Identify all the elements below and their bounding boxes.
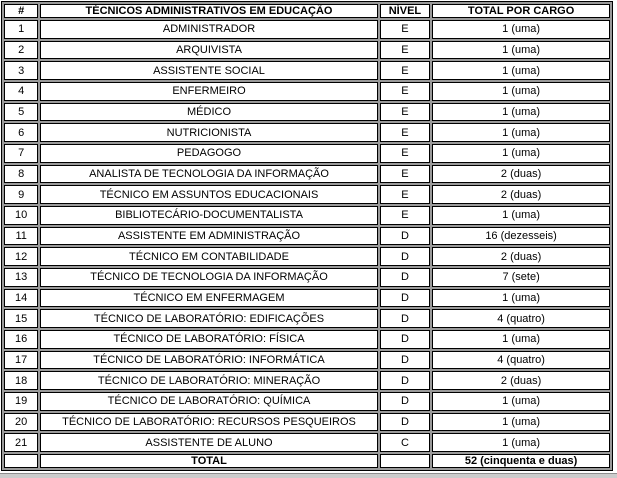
- total-cell: 1 (uma): [432, 392, 610, 411]
- total-cell: 1 (uma): [432, 41, 610, 60]
- total-number-cell: [4, 454, 38, 468]
- total-row: [4, 454, 610, 468]
- cargo-cell: ASSISTENTE SOCIAL: [40, 61, 377, 80]
- nivel-cell: E: [380, 144, 431, 163]
- cargo-cell: TÉCNICO DE LABORATÓRIO: RECURSOS PESQUEIROS: [40, 413, 377, 432]
- table-row: [4, 309, 610, 328]
- row-number-cell: 2: [4, 41, 38, 60]
- table-row: [4, 351, 610, 370]
- total-cell: 1 (uma): [432, 330, 610, 349]
- row-number-cell: 4: [4, 82, 38, 101]
- header-nivel: NÍVEL: [380, 4, 431, 18]
- nivel-cell: D: [380, 371, 431, 390]
- table-row: [4, 103, 610, 122]
- nivel-cell: E: [380, 185, 431, 204]
- total-cell: 2 (duas): [432, 185, 610, 204]
- table-row: [4, 123, 610, 142]
- cargo-cell: ANALISTA DE TECNOLOGIA DA INFORMAÇÃO: [40, 165, 377, 184]
- cargo-cell: TÉCNICO EM ENFERMAGEM: [40, 289, 377, 308]
- table-row: [4, 268, 610, 287]
- row-number-cell: 18: [4, 371, 38, 390]
- cargo-cell: TÉCNICO DE LABORATÓRIO: MINERAÇÃO: [40, 371, 377, 390]
- table-footer: [4, 454, 610, 468]
- cargo-cell: TÉCNICO DE LABORATÓRIO: QUÍMICA: [40, 392, 377, 411]
- total-nivel-cell: [380, 454, 431, 468]
- row-number-cell: 9: [4, 185, 38, 204]
- table-row: [4, 330, 610, 349]
- row-number-cell: 11: [4, 227, 38, 246]
- cargo-cell: BIBLIOTECÁRIO-DOCUMENTALISTA: [40, 206, 377, 225]
- nivel-cell: D: [380, 413, 431, 432]
- total-label-cell: TOTAL: [40, 454, 377, 468]
- total-cell: 4 (quatro): [432, 309, 610, 328]
- nivel-cell: D: [380, 247, 431, 266]
- table-row: [4, 289, 610, 308]
- row-number-cell: 13: [4, 268, 38, 287]
- row-number-cell: 19: [4, 392, 38, 411]
- table-row: [4, 227, 610, 246]
- cargo-cell: ASSISTENTE DE ALUNO: [40, 433, 377, 452]
- table-body: [4, 20, 610, 452]
- cargo-cell: PEDAGOGO: [40, 144, 377, 163]
- nivel-cell: D: [380, 268, 431, 287]
- header-cargo: TÉCNICOS ADMINISTRATIVOS EM EDUCAÇÃO: [40, 4, 377, 18]
- table-row: [4, 413, 610, 432]
- row-number-cell: 6: [4, 123, 38, 142]
- row-number-cell: 21: [4, 433, 38, 452]
- row-number-cell: 12: [4, 247, 38, 266]
- table-header: [4, 4, 610, 18]
- total-cell: 2 (duas): [432, 165, 610, 184]
- table-row: [4, 41, 610, 60]
- table-row: [4, 371, 610, 390]
- table-row: [4, 20, 610, 39]
- header-number: #: [4, 4, 38, 18]
- cargo-cell: ADMINISTRADOR: [40, 20, 377, 39]
- row-number-cell: 7: [4, 144, 38, 163]
- total-cell: 1 (uma): [432, 433, 610, 452]
- cargo-cell: ARQUIVISTA: [40, 41, 377, 60]
- total-cell: 7 (sete): [432, 268, 610, 287]
- cargo-cell: TÉCNICO EM ASSUNTOS EDUCACIONAIS: [40, 185, 377, 204]
- page-bottom-band: [0, 473, 617, 478]
- table-row: [4, 247, 610, 266]
- table-row: [4, 392, 610, 411]
- table-row: [4, 82, 610, 101]
- total-cell: 1 (uma): [432, 61, 610, 80]
- row-number-cell: 16: [4, 330, 38, 349]
- total-cell: 1 (uma): [432, 82, 610, 101]
- total-cell: 1 (uma): [432, 413, 610, 432]
- nivel-cell: D: [380, 351, 431, 370]
- total-cell: 16 (dezesseis): [432, 227, 610, 246]
- table-row: [4, 206, 610, 225]
- row-number-cell: 1: [4, 20, 38, 39]
- table-row: [4, 144, 610, 163]
- cargo-cell: NUTRICIONISTA: [40, 123, 377, 142]
- cargo-cell: TÉCNICO DE LABORATÓRIO: EDIFICAÇÕES: [40, 309, 377, 328]
- cargo-cell: TÉCNICO EM CONTABILIDADE: [40, 247, 377, 266]
- total-cell: 1 (uma): [432, 206, 610, 225]
- cargo-cell: TÉCNICO DE TECNOLOGIA DA INFORMAÇÃO: [40, 268, 377, 287]
- row-number-cell: 5: [4, 103, 38, 122]
- cargo-cell: TÉCNICO DE LABORATÓRIO: INFORMÁTICA: [40, 351, 377, 370]
- header-total: TOTAL POR CARGO: [432, 4, 610, 18]
- nivel-cell: D: [380, 330, 431, 349]
- positions-table: [1, 1, 613, 471]
- nivel-cell: E: [380, 103, 431, 122]
- row-number-cell: 8: [4, 165, 38, 184]
- header-row: [4, 4, 610, 18]
- row-number-cell: 10: [4, 206, 38, 225]
- cargo-cell: MÉDICO: [40, 103, 377, 122]
- total-cell: 2 (duas): [432, 247, 610, 266]
- nivel-cell: D: [380, 309, 431, 328]
- nivel-cell: D: [380, 227, 431, 246]
- total-cell: 4 (quatro): [432, 351, 610, 370]
- nivel-cell: E: [380, 82, 431, 101]
- total-cell: 1 (uma): [432, 103, 610, 122]
- nivel-cell: D: [380, 392, 431, 411]
- nivel-cell: E: [380, 41, 431, 60]
- row-number-cell: 20: [4, 413, 38, 432]
- nivel-cell: E: [380, 61, 431, 80]
- table-row: [4, 433, 610, 452]
- total-cell: 1 (uma): [432, 289, 610, 308]
- nivel-cell: E: [380, 123, 431, 142]
- total-cell: 1 (uma): [432, 144, 610, 163]
- total-cell: 1 (uma): [432, 20, 610, 39]
- total-cell: 2 (duas): [432, 371, 610, 390]
- total-value-cell: 52 (cinquenta e duas): [432, 454, 610, 468]
- nivel-cell: D: [380, 289, 431, 308]
- cargo-cell: TÉCNICO DE LABORATÓRIO: FÍSICA: [40, 330, 377, 349]
- row-number-cell: 14: [4, 289, 38, 308]
- nivel-cell: E: [380, 165, 431, 184]
- table-row: [4, 185, 610, 204]
- cargo-cell: ENFERMEIRO: [40, 82, 377, 101]
- table-row: [4, 61, 610, 80]
- nivel-cell: E: [380, 206, 431, 225]
- row-number-cell: 15: [4, 309, 38, 328]
- nivel-cell: E: [380, 20, 431, 39]
- table-row: [4, 165, 610, 184]
- total-cell: 1 (uma): [432, 123, 610, 142]
- row-number-cell: 17: [4, 351, 38, 370]
- row-number-cell: 3: [4, 61, 38, 80]
- nivel-cell: C: [380, 433, 431, 452]
- cargo-cell: ASSISTENTE EM ADMINISTRAÇÃO: [40, 227, 377, 246]
